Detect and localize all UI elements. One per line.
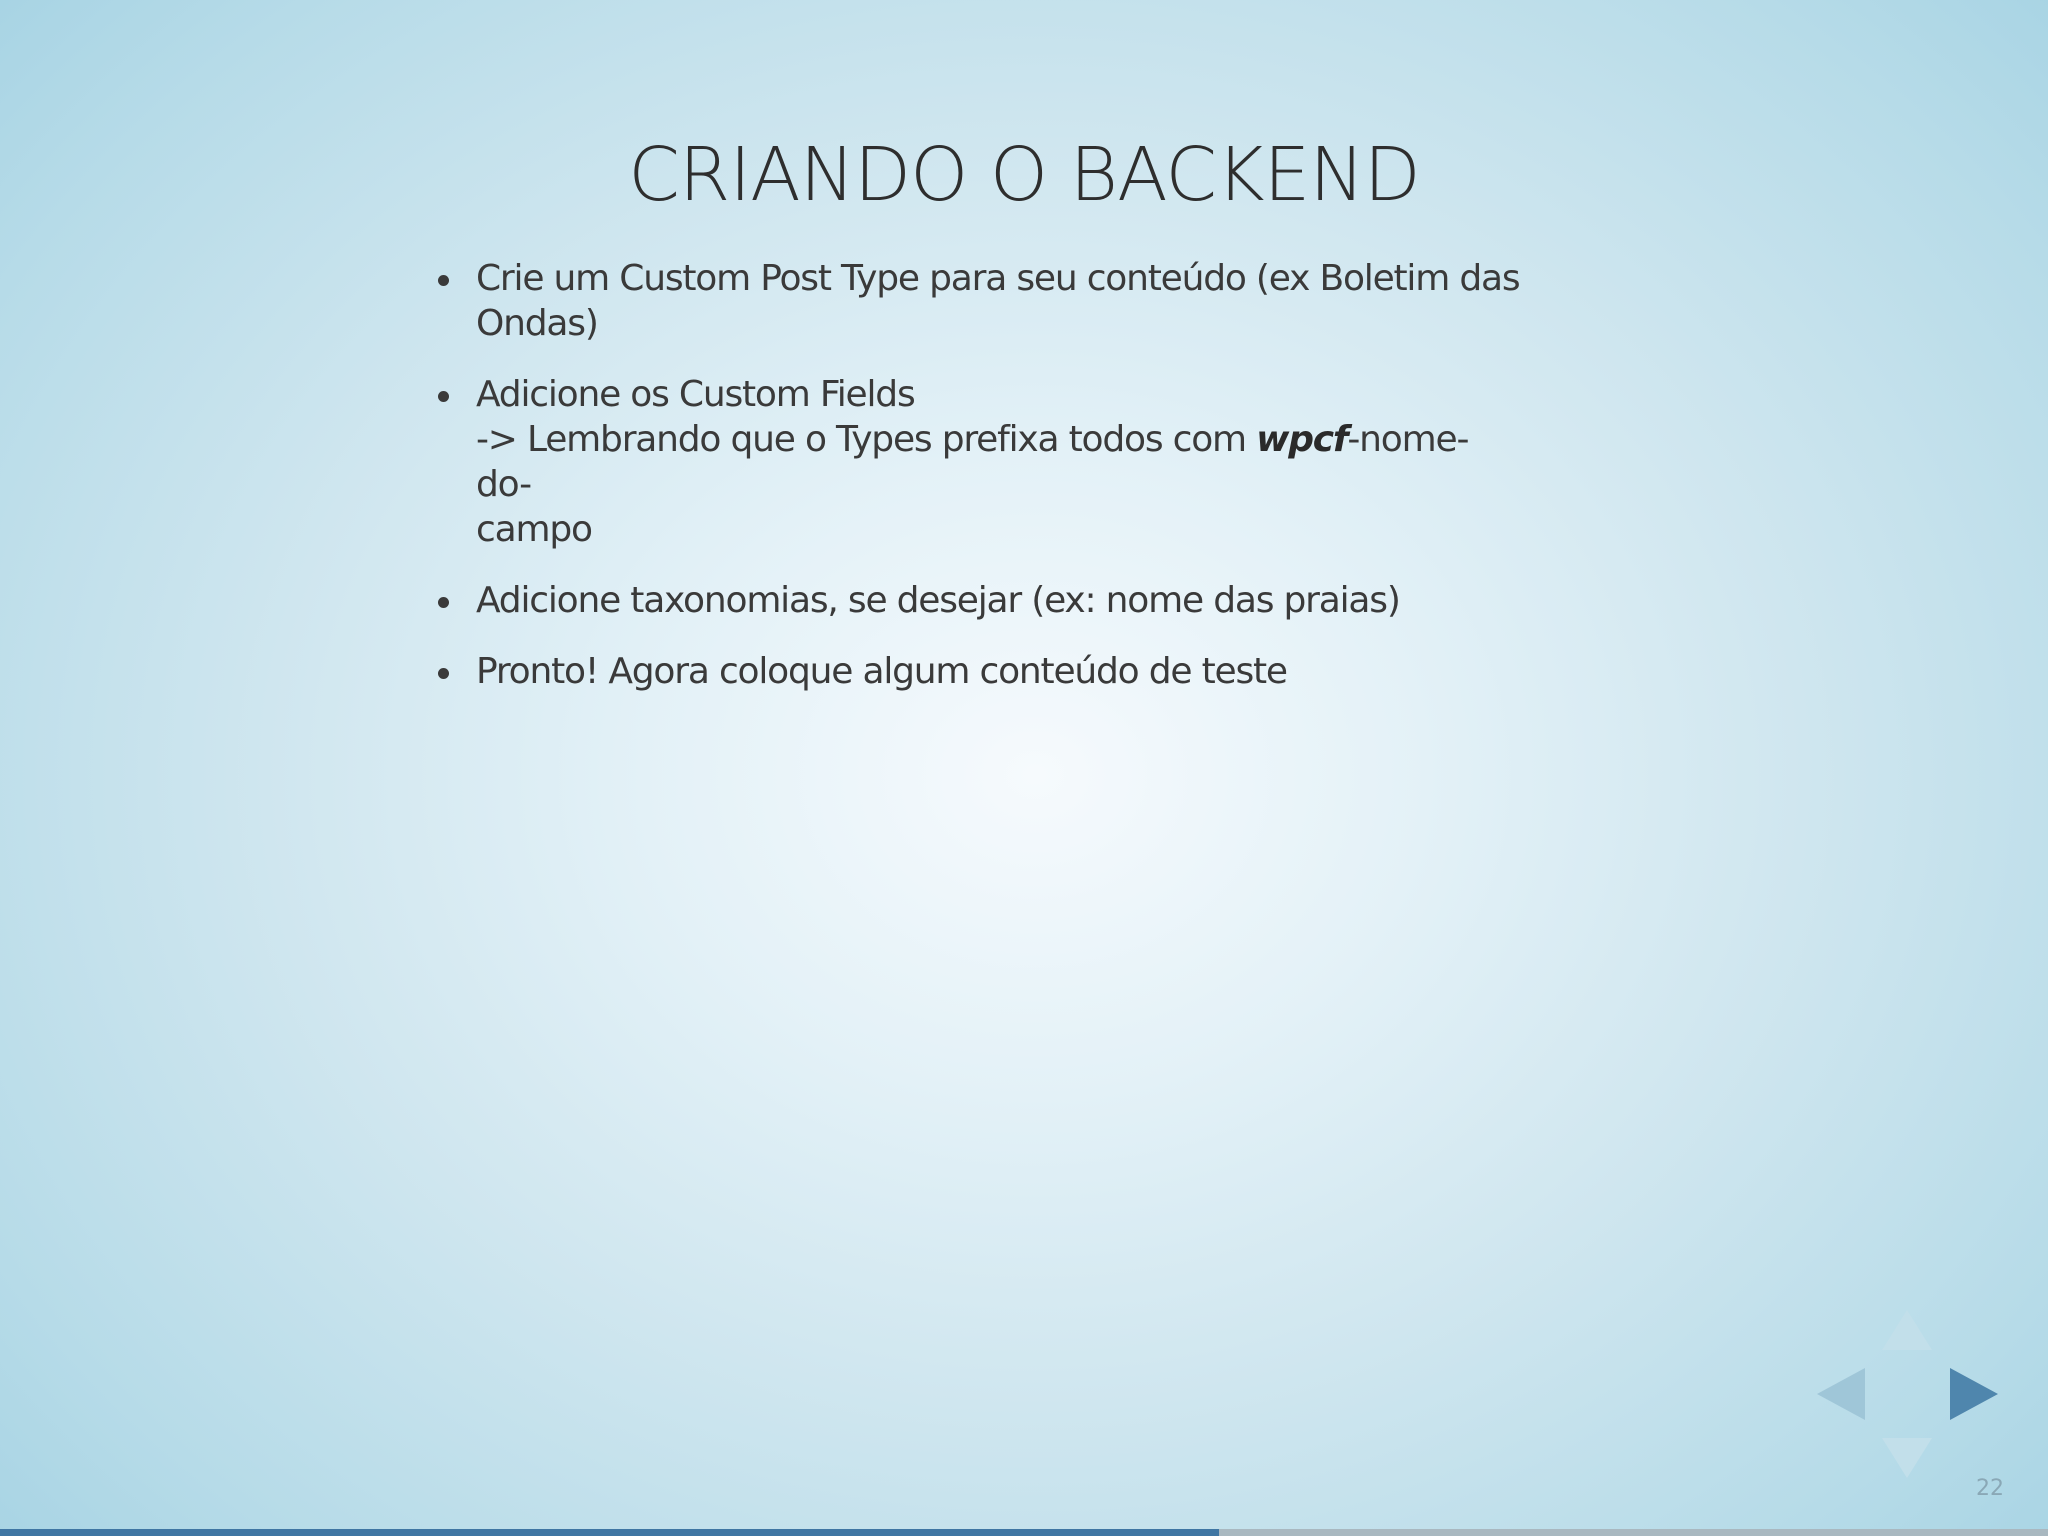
prefix-emphasis: wpcf (1256, 419, 1348, 460)
slide-title: CRIANDO O BACKEND (628, 132, 1420, 218)
triangle-down-icon (1882, 1438, 1932, 1478)
bullet-list (430, 256, 1520, 720)
bullet-line: Crie um Custom Post Type para seu conteúdo (ex Boletim das (476, 258, 1520, 299)
progress-bar-fill (0, 1529, 1219, 1536)
bullet-line: Adicione os Custom Fields (476, 374, 915, 415)
bullet-item (430, 578, 1520, 623)
triangle-up-icon (1882, 1310, 1932, 1350)
bullet-dot-icon (438, 597, 449, 608)
bullet-line: Pronto! Agora coloque algum conteúdo de teste (476, 651, 1287, 692)
bullet-line: Ondas) (476, 303, 598, 344)
bullet-item (430, 256, 1520, 346)
bullet-item (430, 372, 1520, 552)
bullet-line: campo (476, 509, 592, 550)
bullet-dot-icon (438, 391, 449, 402)
bullet-item (430, 649, 1520, 694)
bullet-dot-icon (438, 275, 449, 286)
progress-bar (0, 1529, 2048, 1536)
slide-number: 22 (1976, 1476, 2004, 1501)
bullet-line (476, 417, 1520, 507)
slide-navigation-controls (1815, 1310, 1995, 1485)
bullet-line: Adicione taxonomias, se desejar (ex: nome das praias) (476, 580, 1400, 621)
bullet-dot-icon (438, 668, 449, 679)
bullet-text: -nome-do- (476, 419, 1469, 505)
triangle-right-icon[interactable] (1950, 1368, 1998, 1420)
bullet-text: -> Lembrando que o Types prefixa todos com (476, 419, 1257, 460)
triangle-left-icon (1817, 1368, 1865, 1420)
